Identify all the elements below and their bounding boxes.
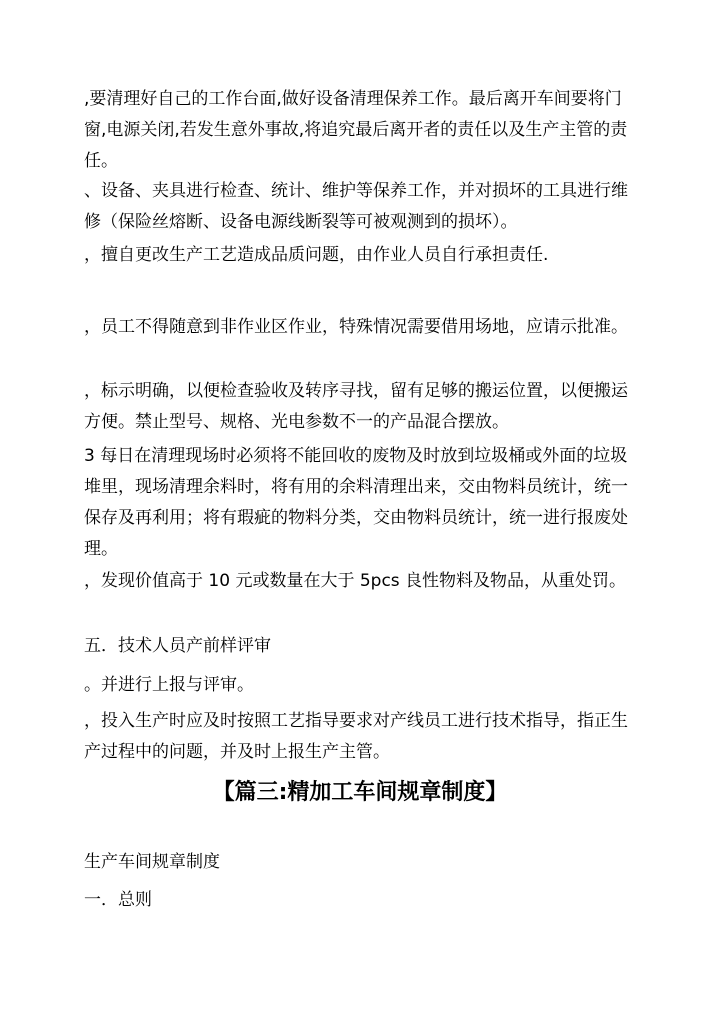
paragraph-technical-guidance: ，投入生产时应及时按照工艺指导要求对产线员工进行技术指导，指正生产过程中的问题，并及时上报生产主管。 <box>84 711 628 762</box>
section-title-technical-review: 五．技术人员产前样评审 <box>84 636 271 656</box>
paragraph-process-change: ，擅自更改生产工艺造成品质问题，由作业人员自行承担责任. <box>84 245 549 265</box>
paragraph-labeling: ，标示明确，以便检查验收及转序寻找，留有足够的搬运位置，以便搬运方便。禁止型号、规格、光电参数不一的产品混合摆放。 <box>84 381 628 432</box>
paragraph-daily-cleanup: 3 每日在清理现场时必须将不能回收的废物及时放到垃圾桶或外面的垃圾堆里，现场清理余料时，将有用的余料清理出来，交由物料员统计，统一保存及再利用；将有瑕疵的物料分类，交由物料员统计，统一进行报废处理。 <box>84 446 628 559</box>
paragraph-penalty: ，发现价值高于 10 元或数量在大于 5pcs 良性物料及物品，从重处罚。 <box>84 571 627 591</box>
chapter-general-provisions: 一．总则 <box>84 890 152 910</box>
paragraph-equipment-maintenance: 、设备、夹具进行检查、统计、维护等保养工作，并对损坏的工具进行维修（保险丝熔断、设备电源线断裂等可被观测到的损坏）。 <box>84 181 628 232</box>
paragraph-cleanup-duty: ,要清理好自己的工作台面,做好设备清理保养工作。最后离开车间要将门窗,电源关闭,若发生意外事故,将追究最后离开者的责任以及生产主管的责任。 <box>84 89 628 171</box>
paragraph-work-area: ，员工不得随意到非作业区作业，特殊情况需要借用场地，应请示批准。 <box>84 317 628 337</box>
section-heading: 【篇三:精加工车间规章制度】 <box>212 780 508 805</box>
subheading-workshop-rules: 生产车间规章制度 <box>84 852 220 872</box>
paragraph-report-review: 。并进行上报与评审。 <box>84 675 254 695</box>
